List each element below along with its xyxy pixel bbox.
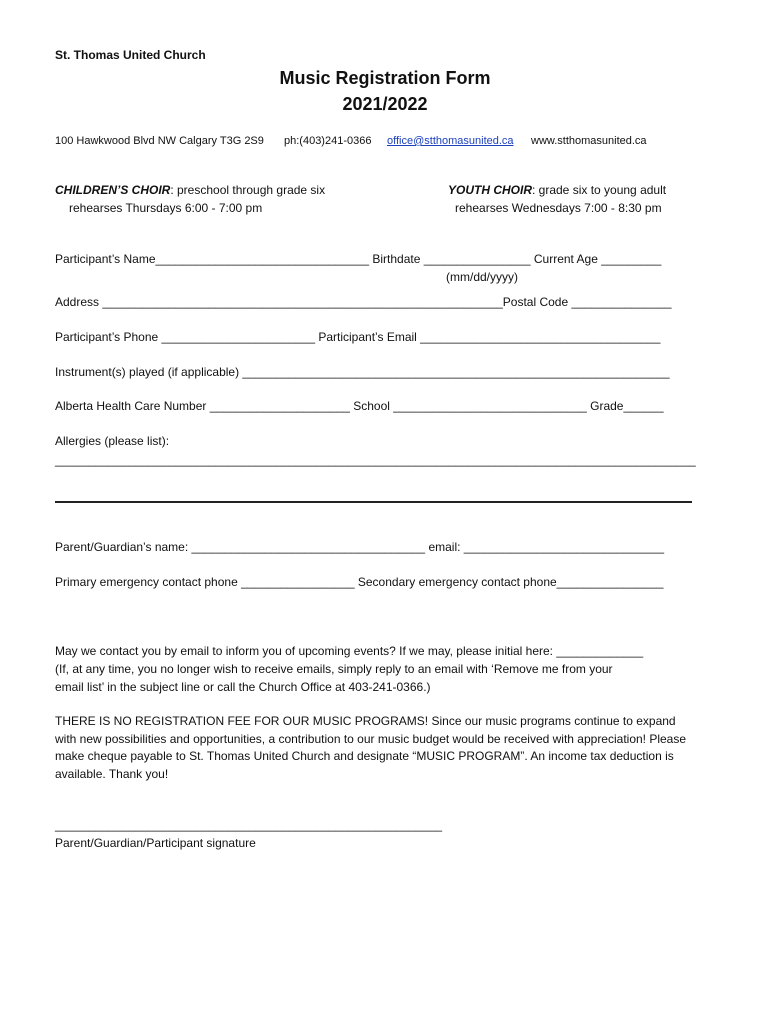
childrens-choir-info	[55, 183, 325, 197]
guardian-name-email-field[interactable]: Parent/Guardian’s name: ___________________________________ email: ______________________________	[55, 540, 664, 554]
signature-line[interactable]: __________________________________________________________	[55, 818, 443, 832]
childrens-choir-rehearsal: rehearses Thursdays 6:00 - 7:00 pm	[69, 201, 263, 215]
address-postal-field[interactable]: Address ____________________________________________________________Postal Code _______________	[55, 295, 672, 309]
church-email-link[interactable]: office@stthomasunited.ca	[387, 135, 514, 147]
childrens-choir-label: CHILDREN’S CHOIR	[55, 183, 171, 197]
form-title: Music Registration Form	[279, 68, 491, 88]
church-website: www.stthomasunited.ca	[531, 135, 647, 147]
youth-choir-desc: : grade six to young adult	[532, 183, 667, 197]
fee-paragraph: THERE IS NO REGISTRATION FEE FOR OUR MUSIC PROGRAMS! Since our music programs continue to expand with new possibilities and opportunities, a contribution to our music budget would be received with appreciation! Please make cheque payable to St. Thomas United Church and designate “MUSIC PROGRAM”. An income tax deduction is available. Thank you!	[55, 714, 687, 781]
section-divider	[55, 501, 692, 503]
youth-choir-rehearsal: rehearses Wednesdays 7:00 - 8:30 pm	[455, 201, 662, 215]
youth-choir-label: YOUTH CHOIR	[448, 183, 532, 197]
allergies-line[interactable]: ________________________________________________________________________________________________	[55, 453, 696, 467]
instruments-field[interactable]: Instrument(s) played (if applicable) ________________________________________________________________	[55, 365, 670, 379]
email-consent-note-1: (If, at any time, you no longer wish to receive emails, simply reply to an email with ‘Remove me from your	[55, 662, 613, 676]
email-consent-line[interactable]: May we contact you by email to inform you of upcoming events? If we may, please initial here: _____________	[55, 644, 644, 658]
health-school-grade-field[interactable]: Alberta Health Care Number _____________________ School _____________________________ Grade______	[55, 399, 664, 413]
childrens-choir-desc: : preschool through grade six	[170, 183, 326, 197]
youth-choir-info	[448, 183, 666, 197]
form-year: 2021/2022	[342, 94, 428, 114]
signature-label: Parent/Guardian/Participant signature	[55, 836, 256, 850]
church-address: 100 Hawkwood Blvd NW Calgary T3G 2S9	[55, 135, 264, 147]
church-phone: ph:(403)241-0366	[284, 135, 372, 147]
emergency-contact-field[interactable]: Primary emergency contact phone _________________ Secondary emergency contact phone________________	[55, 575, 664, 589]
participant-name-birthdate-age-field[interactable]: Participant’s Name________________________________ Birthdate ________________ Current Age _________	[55, 252, 662, 266]
email-consent-note-2: email list’ in the subject line or call the Church Office at 403-241-0366.)	[55, 680, 431, 694]
allergies-label: Allergies (please list):	[55, 434, 170, 448]
church-name: St. Thomas United Church	[55, 48, 206, 62]
participant-phone-email-field[interactable]: Participant’s Phone _______________________ Participant’s Email ____________________________________	[55, 330, 661, 344]
date-format-hint: (mm/dd/yyyy)	[446, 270, 518, 284]
